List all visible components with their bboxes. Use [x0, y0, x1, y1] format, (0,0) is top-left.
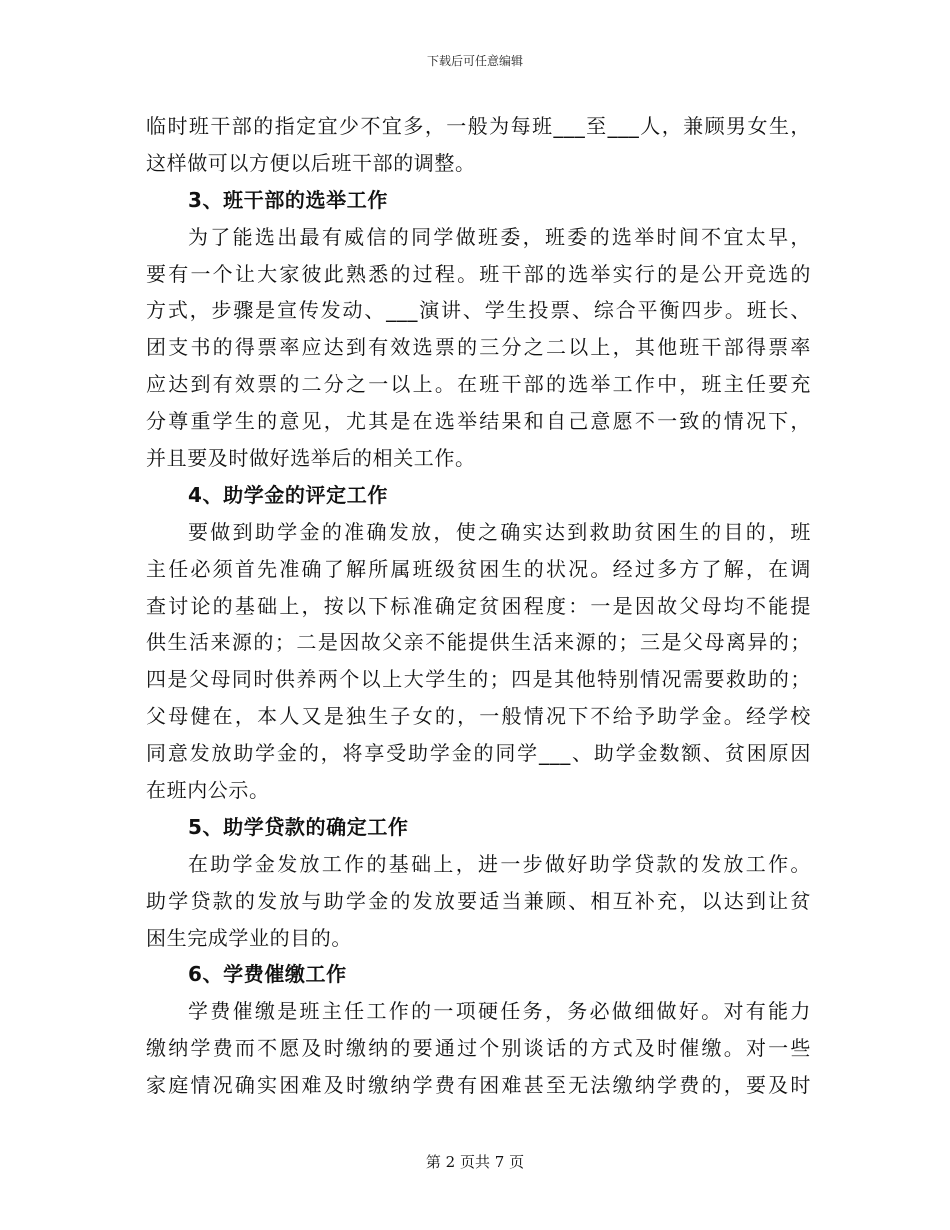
body-line: 父母健在，本人又是独生子女的，一般情况下不给予助学金。经学校	[146, 704, 811, 729]
body-line: 家庭情况确实困难及时缴纳学费有困难甚至无法缴纳学费的，要及时	[146, 1073, 811, 1098]
body-line: 团支书的得票率应达到有效选票的三分之二以上，其他班干部得票率	[146, 335, 811, 360]
section-heading: 5、助学贷款的确定工作	[188, 814, 409, 839]
body-line: 并且要及时做好选举后的相关工作。	[146, 446, 476, 471]
body-line: 主任必须首先准确了解所属班级贫困生的状况。经过多方了解，在调	[146, 556, 811, 581]
body-line: 四是父母同时供养两个以上大学生的；四是其他特别情况需要救助的；	[146, 667, 811, 692]
body-line: 同意发放助学金的，将享受助学金的同学___、助学金数额、贫困原因	[146, 741, 811, 766]
section-heading: 4、助学金的评定工作	[188, 482, 388, 507]
body-line: 这样做可以方便以后班干部的调整。	[146, 150, 476, 175]
body-line: 困生完成学业的目的。	[146, 925, 352, 950]
body-line: 为了能选出最有威信的同学做班委，班委的选举时间不宜太早，	[188, 224, 811, 249]
section-heading: 6、学费催缴工作	[188, 962, 347, 987]
body-line: 供生活来源的；二是因故父亲不能提供生活来源的；三是父母离异的；	[146, 630, 811, 655]
document-body	[146, 108, 811, 1104]
body-line: 要做到助学金的准确发放，使之确实达到救助贫困生的目的，班	[188, 519, 811, 544]
body-line: 分尊重学生的意见，尤其是在选举结果和自己意愿不一致的情况下，	[146, 409, 811, 434]
body-line: 查讨论的基础上，按以下标准确定贫困程度：一是因故父母均不能提	[146, 593, 811, 618]
body-line: 在班内公示。	[146, 778, 270, 803]
body-line: 学费催缴是班主任工作的一项硬任务，务必做细做好。对有能力	[188, 999, 811, 1024]
body-line: 要有一个让大家彼此熟悉的过程。班干部的选举实行的是公开竞选的	[146, 261, 811, 286]
page-number: 第 2 页共 7 页	[425, 1153, 525, 1171]
body-line: 助学贷款的发放与助学金的发放要适当兼顾、相互补充，以达到让贫	[146, 888, 811, 913]
body-line: 临时班干部的指定宜少不宜多，一般为每班___至___人，兼顾男女生，	[146, 114, 811, 138]
body-line: 在助学金发放工作的基础上，进一步做好助学贷款的发放工作。	[188, 851, 811, 876]
page-header: 下载后可任意编辑	[426, 54, 523, 68]
section-heading: 3、班干部的选举工作	[188, 187, 388, 212]
body-line: 缴纳学费而不愿及时缴纳的要通过个别谈话的方式及时催缴。对一些	[146, 1036, 811, 1061]
body-line: 应达到有效票的二分之一以上。在班干部的选举工作中，班主任要充	[146, 372, 811, 397]
body-line: 方式，步骤是宣传发动、___演讲、学生投票、综合平衡四步。班长、	[146, 298, 811, 323]
